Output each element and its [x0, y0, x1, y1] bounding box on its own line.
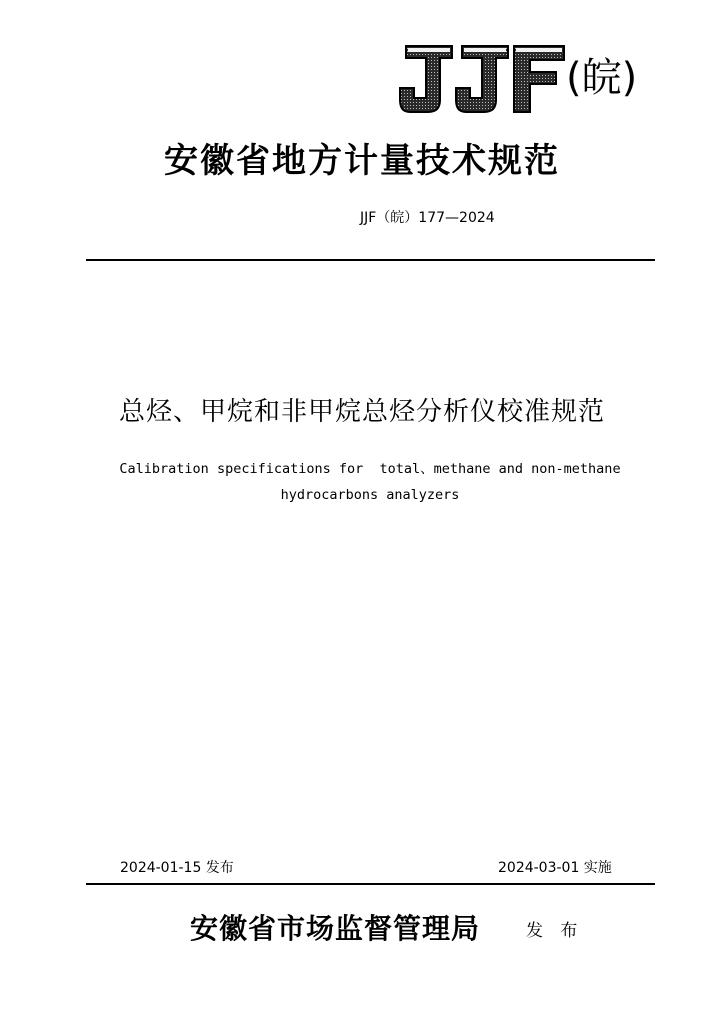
logo-letter-f	[514, 46, 564, 112]
effective-date: 2024-03-01 实施	[498, 860, 612, 876]
standard-category-title: 安徽省地方计量技术规范	[164, 141, 560, 181]
jjf-logo	[398, 42, 660, 116]
jjf-logo-letters-graphic	[398, 42, 566, 116]
logo-letter-j-second	[456, 46, 508, 112]
issue-date: 2024-01-15 发布	[120, 860, 234, 876]
logo-letter-j-first	[400, 46, 452, 112]
document-title-en-line1: Calibration specifications for total、methane and non-methane	[119, 461, 621, 477]
issuing-authority: 安徽省市场监督管理局	[190, 912, 481, 945]
issue-verb: 发 布	[526, 921, 584, 941]
logo-province-suffix: (皖)	[566, 55, 638, 101]
top-divider	[86, 259, 655, 261]
standard-number: JJF（皖）177—2024	[360, 210, 495, 226]
bottom-divider	[86, 883, 655, 885]
document-title-zh: 总烃、甲烷和非甲烷总烃分析仪校准规范	[118, 397, 605, 427]
document-title-en-line2: hydrocarbons analyzers	[280, 487, 460, 503]
